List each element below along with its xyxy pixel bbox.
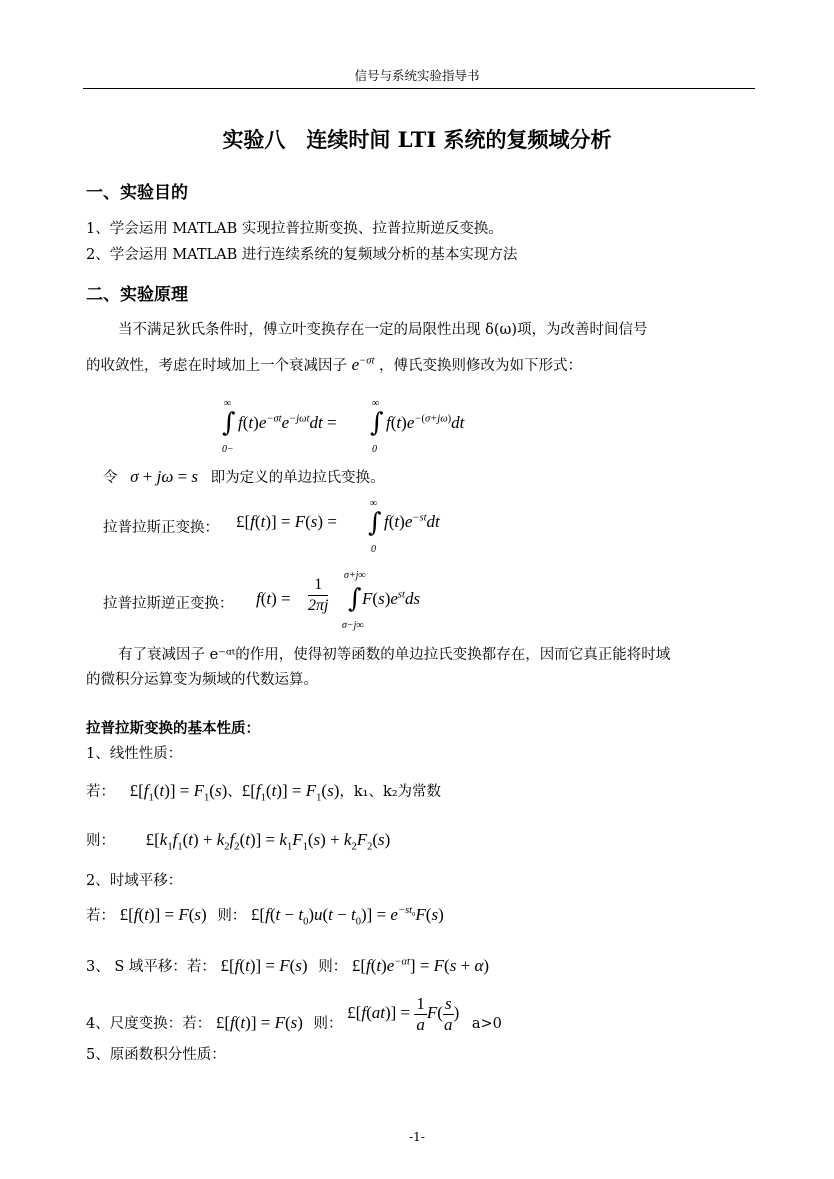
linearity-if-formula: $£[f_1(t)] = F_1(s)$ (129, 781, 228, 804)
fourier-laplace-equation: ∞ ∫ 0− $f(t)e^{-\sigma t}e^{-j\omega t}dt$ = ∞ ∫ 0 $f(t)e^{-(\sigma+j\omega)}dt$ (222, 398, 465, 455)
scaling-if-formula: £[f(t)] = F(s) (215, 1013, 303, 1033)
then-label: 则： (86, 833, 115, 849)
then-label: 则： (318, 959, 348, 975)
section-heading-objectives: 一、实验目的 (86, 183, 188, 203)
linearity-then-line (86, 829, 391, 853)
definition-prefix: 令 (103, 470, 118, 486)
decay-factor-formula: $e^{-\sigma t}$ (351, 355, 375, 374)
s-shift-then-formula: $£[f(t)e^{-\alpha t}] = F(s + \alpha)$ (351, 956, 490, 975)
principle-paragraph-line-1: 当不满足狄氏条件时，傅立叶变换存在一定的局限性出现 δ(ω)项，为改善时间信号 (118, 322, 648, 338)
scaling-condition: a>0 (471, 1016, 502, 1033)
scaling-prefix: 4、尺度变换：若： (86, 1016, 212, 1033)
linearity-if-line: 若： $£[f_1(t)] = F_1(s)$、$£[f_1(t)] = F_1(s)$，k₁、k₂为常数 (86, 781, 442, 804)
inverse-transform-label: 拉普拉斯逆正变换： (103, 596, 234, 612)
then-label: 则： (217, 908, 247, 924)
forward-transform-label: 拉普拉斯正变换： (103, 520, 219, 536)
linearity-if-formula-2: $£[f_1(t)] = F_1(s)$ (241, 781, 340, 804)
time-shift-then-formula: £[f(t − $t_0)u(t - t_0)] = e^{-st_0}F(s)$ (250, 905, 444, 928)
scaling-then-formula: £[f(at)] = $\frac{1}{a}$ F( $\frac{s}{a}$ ) (347, 994, 460, 1034)
if-label: 若： (86, 784, 115, 800)
attenuation-paragraph-line-1: 有了衰减因子 e⁻ᵅᵗ的作用，使得初等函数的单边拉氏变换都存在，因而它真正能将时域 (118, 647, 671, 663)
property-linearity-title: 1、线性性质： (86, 746, 183, 762)
attenuation-paragraph-line-2: 的微积分运算变为频域的代数运算。 (86, 672, 318, 688)
forward-transform-formula: £[f(t)] = F(s) = ∞ ∫ 0 $f(t)e^{-st}dt$ (236, 498, 440, 555)
then-label: 则： (313, 1016, 343, 1033)
page-title: 实验八 连续时间 LTI 系统的复频域分析 (222, 127, 612, 152)
section-heading-principle: 二、实验原理 (86, 285, 188, 305)
s-definition-formula: σ + jω = s (130, 467, 199, 486)
page-number: -1- (409, 1130, 425, 1144)
objective-item-2: 2、学会运用 MATLAB 进行连续系统的复频域分析的基本实现方法 (86, 247, 518, 263)
running-header: 信号与系统实验指导书 (354, 68, 480, 83)
time-shift-line (86, 904, 444, 928)
properties-heading: 拉普拉斯变换的基本性质： (86, 720, 260, 737)
objective-item-1: 1、学会运用 MATLAB 实现拉普拉斯变换、拉普拉斯逆反变换。 (86, 221, 503, 237)
if-label: 若： (86, 908, 115, 924)
property-time-shift-title: 2、时域平移： (86, 873, 183, 889)
definition-line (103, 466, 385, 487)
constants-note: ，k₁、k₂为常数 (339, 784, 442, 800)
header-rule (83, 88, 755, 89)
inverse-transform-formula: f(t) = $\frac{1}{2\pi j}$ σ+j∞ ∫ σ−j∞ $F(s)e^{st}ds$ (256, 570, 421, 631)
s-shift-if-formula: £[f(t)] = F(s) (220, 956, 308, 975)
definition-suffix: 即为定义的单边拉氏变换。 (210, 470, 385, 486)
scaling-line (86, 994, 502, 1035)
time-shift-if-formula: £[f(t)] = F(s) (119, 905, 207, 924)
s-shift-line (86, 955, 489, 976)
principle-text-part-a: 的收敛性，考虑在时域加上一个衰减因子 (86, 358, 347, 374)
s-shift-prefix: 3、 S 域平移：若： (86, 959, 216, 975)
linearity-then-formula: $£[k_1f_1(t) + k_2f_2(t)] = k_1F_1(s) + k_2F_2(s)$ (145, 830, 391, 853)
principle-paragraph-line-2 (86, 354, 582, 375)
property-integral-title: 5、原函数积分性质： (86, 1047, 226, 1063)
principle-text-part-b: ，傅氏变换则修改为如下形式： (379, 358, 582, 374)
